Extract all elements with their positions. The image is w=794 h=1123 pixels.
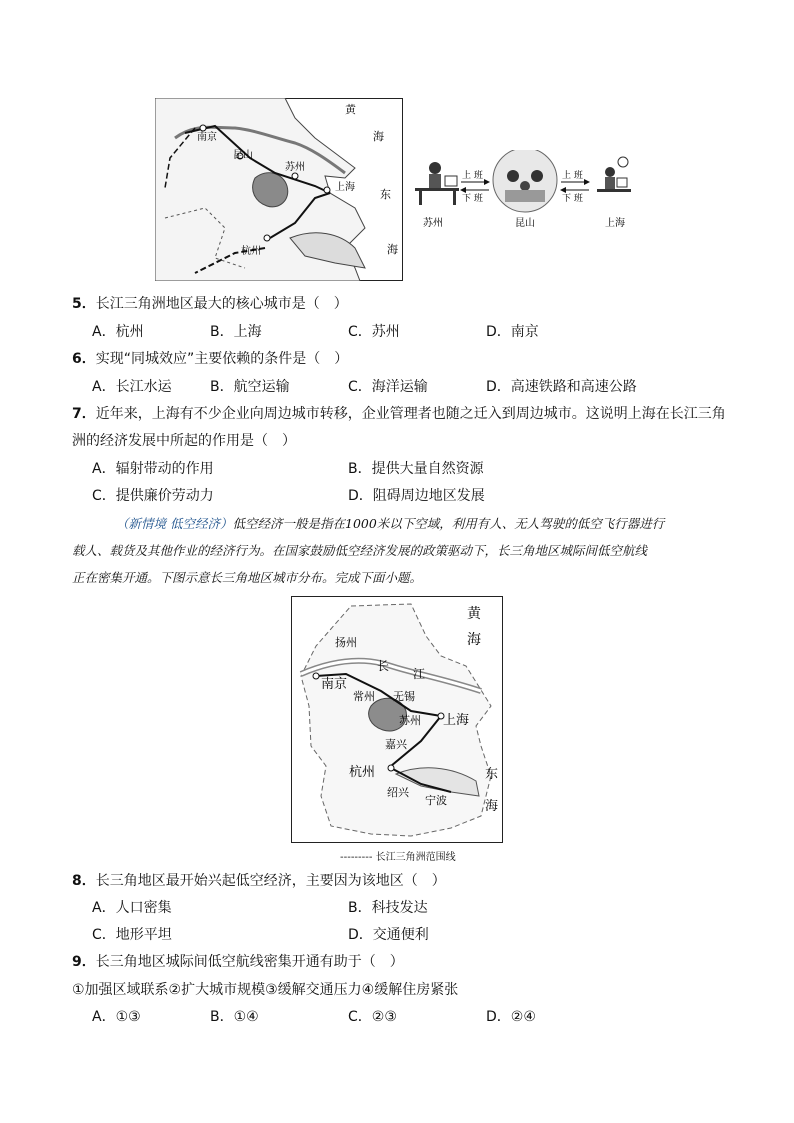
arrow1-top: 上 班 [462,171,483,181]
question-text: 实现“同城效应”主要依赖的条件是（ ） [95,351,349,367]
question-text: 长三角地区城际间低空航线密集开通有助于（ ） [95,954,404,970]
question-9 [72,952,404,972]
option-b[interactable]: B．航空运输 [210,379,290,395]
label-hangzhou: 杭州 [241,246,261,257]
label-chang: 长 [377,659,390,673]
commute-illustration [405,150,645,235]
option-a[interactable]: A．长江水运 [92,379,172,395]
label-changzhou: 常州 [353,690,375,703]
label-hai2: 海 [387,243,398,256]
arrow2-bottom: 下 班 [562,194,583,204]
question-number: 5． [72,296,96,312]
label-hai: 海 [467,632,481,648]
option-c[interactable]: C．提供廉价劳动力 [92,488,214,504]
city-left: 苏州 [423,218,443,229]
option-d[interactable]: D．交通便利 [348,927,429,943]
label-hangzhou: 杭州 [349,765,376,780]
city-right: 上海 [605,218,625,229]
map-yangtze-delta-commute [155,98,403,281]
map-yangtze-delta-cities [291,596,503,844]
label-hai2: 海 [485,799,499,814]
label-hai: 海 [373,130,384,143]
option-a[interactable]: A．辐射带动的作用 [92,461,214,477]
option-c[interactable]: C．地形平坦 [92,927,172,943]
question-6 [72,349,348,369]
passage-line3: 正在密集开通。下图示意长三角地区城市分布。完成下面小题。 [72,570,423,585]
question-text: 长江三角洲地区最大的核心城市是（ ） [95,296,348,312]
legend-text: 长江三角洲范围线 [375,852,456,863]
worker-left-icon [415,162,459,205]
passage-line2: 载人、载货及其他作业的经济行为。在国家鼓励低空经济发展的政策驱动下，长三角地区城际间低空航线 [72,543,648,558]
label-dong: 东 [485,767,499,782]
question-5 [72,294,348,314]
option-c[interactable]: C．苏州 [348,324,400,340]
label-shanghai: 上海 [443,713,470,728]
label-wuxi: 无锡 [393,690,415,703]
option-b[interactable]: B．上海 [210,324,262,340]
question-number: 9． [72,954,96,970]
option-b[interactable]: B．科技发达 [348,900,428,916]
option-a[interactable]: A．杭州 [92,324,144,340]
question-7 [72,404,726,424]
label-ningbo: 宁波 [425,794,447,807]
option-a[interactable]: A．人口密集 [92,900,172,916]
label-jiang: 江 [413,667,426,681]
passage-tag: （新情境 低空经济） [116,516,233,531]
label-nanjing: 南京 [321,677,348,692]
question-number: 7． [72,406,96,422]
label-jiaxing: 嘉兴 [385,738,407,751]
option-d[interactable]: D．阻碍周边地区发展 [348,488,485,504]
option-b[interactable]: B．①④ [210,1009,259,1025]
label-suzhou: 苏州 [399,714,421,727]
question-number: 8． [72,873,96,889]
arrow1-bottom: 下 班 [462,194,483,204]
option-d[interactable]: D．②④ [486,1009,536,1025]
label-shaoxing: 绍兴 [387,786,409,799]
passage [72,510,724,591]
question-number: 6． [72,351,96,367]
option-b[interactable]: B．提供大量自然资源 [348,461,484,477]
label-kunshan: 昆山 [233,150,253,161]
label-dong: 东 [380,188,391,201]
label-huang: 黄 [467,606,481,622]
question-text: 长三角地区最开始兴起低空经济，主要因为该地区（ ） [95,873,446,889]
passage-line1: 低空经济一般是指在1000米以下空域，利用有人、无人驾驶的低空飞行器进行 [232,516,665,531]
option-c[interactable]: C．②③ [348,1009,397,1025]
question-8 [72,871,446,891]
label-shanghai: 上海 [335,182,355,193]
city-mid: 昆山 [515,218,535,229]
label-nanjing: 南京 [197,132,217,143]
option-d[interactable]: D．南京 [486,324,539,340]
option-a[interactable]: A．①③ [92,1009,141,1025]
label-huang: 黄 [345,103,356,116]
worker-right-icon [597,157,631,192]
option-c[interactable]: C．海洋运输 [348,379,428,395]
map-legend [340,848,456,863]
legend-line: --------- [340,852,373,863]
option-d[interactable]: D．高速铁路和高速公路 [486,379,637,395]
arrow2-top: 上 班 [562,171,583,181]
question-7-line2: 洲的经济发展中所起的作用是（ ） [72,433,296,449]
family-home-icon [493,150,557,212]
question-text-line1: 近年来，上海有不少企业向周边城市转移，企业管理者也随之迁入到周边城市。这说明上海在长江三角 [95,406,726,422]
question-9-statements: ①加强区域联系②扩大城市规模③缓解交通压力④缓解住房紧张 [72,982,459,998]
label-suzhou: 苏州 [285,162,305,173]
label-yangzhou: 扬州 [335,636,357,649]
